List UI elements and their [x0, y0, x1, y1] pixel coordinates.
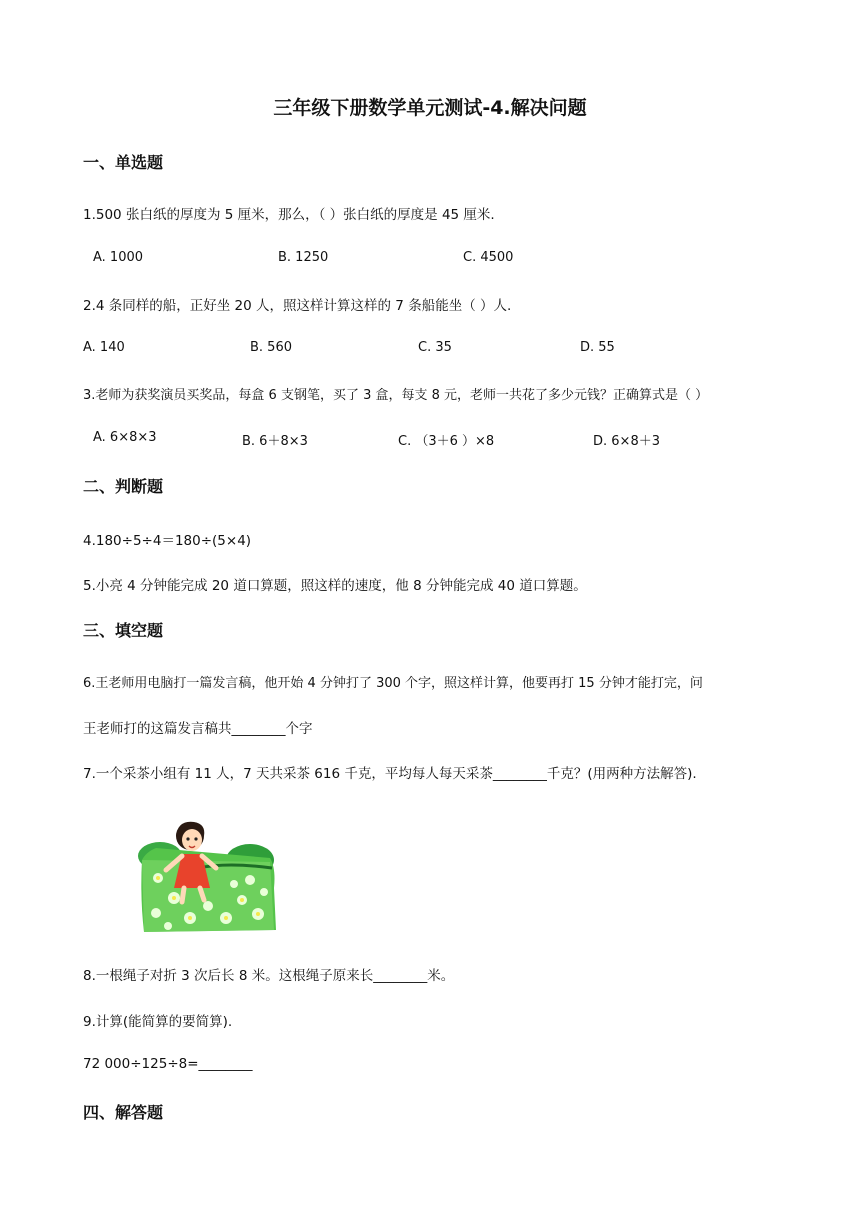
q2-option-b: B. 560 [250, 340, 292, 355]
question-4: 4.180÷5÷4＝180÷(5×4) [83, 533, 252, 549]
section-heading-fill-blank: 三、填空题 [83, 621, 164, 640]
q2-option-c: C. 35 [418, 340, 452, 355]
section-heading-true-false: 二、判断题 [83, 477, 164, 496]
q2-option-a: A. 140 [83, 340, 125, 355]
question-9-expression: 72 000÷125÷8=________ [83, 1056, 253, 1072]
question-9: 9.计算(能简算的要简算). [83, 1014, 233, 1030]
q3-option-d: D. 6×8＋3 [593, 434, 660, 449]
question-2: 2.4 条同样的船，正好坐 20 人，照这样计算这样的 7 条船能坐（ ）人. [83, 298, 512, 314]
question-6-line-1: 6.王老师用电脑打一篇发言稿，他开始 4 分钟打了 300 个字，照这样计算，他要再打 15 分钟才能打完，问 [83, 676, 703, 691]
q3-option-b: B. 6＋8×3 [242, 434, 308, 449]
q2-option-d: D. 55 [580, 340, 615, 355]
question-6-line-2: 王老师打的这篇发言稿共________个字 [83, 721, 313, 737]
question-7: 7.一个采茶小组有 11 人，7 天共采茶 616 千克，平均每人每天采茶________千克？(用两种方法解答). [83, 766, 697, 782]
question-5: 5.小亮 4 分钟能完成 20 道口算题，照这样的速度，他 8 分钟能完成 40 道口算题。 [83, 578, 587, 594]
page-title: 三年级下册数学单元测试-4.解决问题 [273, 97, 587, 119]
q3-option-a: A. 6×8×3 [93, 430, 157, 445]
question-3: 3.老师为获奖演员买奖品，每盒 6 支钢笔，买了 3 盒，每支 8 元，老师一共花了多少元钱？正确算式是（ ） [83, 388, 709, 403]
section-heading-single-choice: 一、单选题 [83, 153, 164, 172]
section-heading-solve: 四、解答题 [83, 1103, 164, 1122]
q1-option-c: C. 4500 [463, 250, 514, 265]
q3-option-c: C. （3＋6 ）×8 [398, 434, 495, 449]
q1-option-b: B. 1250 [278, 250, 329, 265]
question-1: 1.500 张白纸的厚度为 5 厘米，那么，（ ）张白纸的厚度是 45 厘米. [83, 207, 495, 223]
question-8: 8.一根绳子对折 3 次后长 8 米。这根绳子原来长________米。 [83, 968, 455, 984]
q1-option-a: A. 1000 [93, 250, 144, 265]
girl-in-tea-field-illustration [138, 818, 278, 936]
